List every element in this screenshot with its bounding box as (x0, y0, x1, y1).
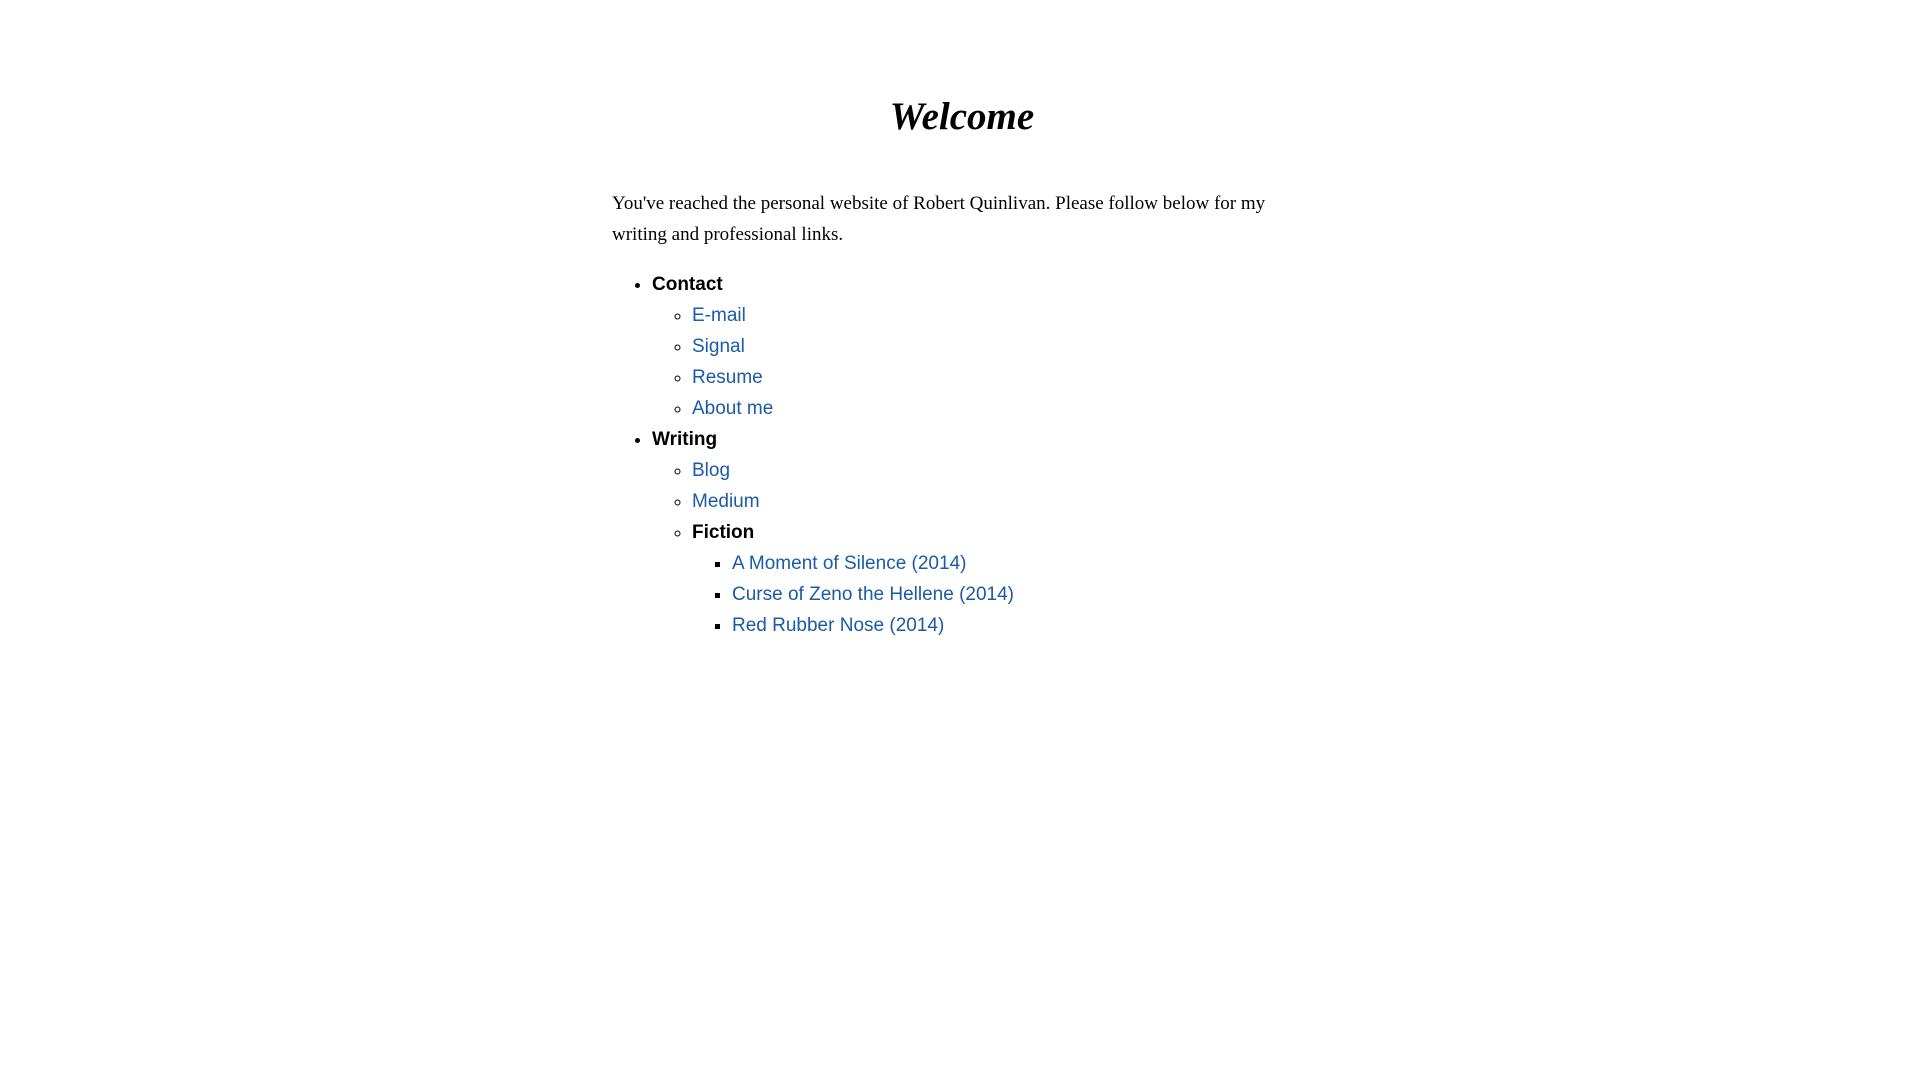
list-item (692, 486, 1014, 517)
writing-section (652, 424, 1014, 641)
fiction-links (692, 548, 1014, 641)
contact-heading: Contact (652, 274, 723, 295)
resume-link[interactable]: Resume (692, 367, 763, 388)
list-item (692, 331, 1014, 362)
email-link[interactable]: E-mail (692, 305, 746, 326)
about-me-link[interactable]: About me (692, 398, 774, 419)
list-item (692, 300, 1014, 331)
contact-section (652, 269, 1014, 424)
fiction-heading: Fiction (692, 522, 755, 543)
list-item (692, 362, 1014, 393)
list-item (732, 579, 1014, 610)
medium-link[interactable]: Medium (692, 491, 760, 512)
intro-paragraph: You've reached the personal website of Robert Quinlivan. Please follow below for my writing and professional links. (612, 193, 1266, 245)
fiction-section (692, 517, 1014, 641)
fiction-link-curse-of-zeno[interactable]: Curse of Zeno the Hellene (2014) (732, 584, 1014, 605)
list-item (732, 610, 1014, 641)
page-title: Welcome (889, 95, 1035, 138)
list-item (692, 393, 1014, 424)
list-item (692, 455, 1014, 486)
signal-link[interactable]: Signal (692, 336, 745, 357)
list-item (732, 548, 1014, 579)
contact-links (652, 300, 1014, 424)
writing-links (652, 455, 1014, 641)
fiction-link-moment-of-silence[interactable]: A Moment of Silence (2014) (732, 553, 967, 574)
link-list (612, 269, 1014, 641)
blog-link[interactable]: Blog (692, 460, 731, 481)
writing-heading: Writing (652, 429, 718, 450)
fiction-link-red-rubber-nose[interactable]: Red Rubber Nose (2014) (732, 615, 945, 636)
